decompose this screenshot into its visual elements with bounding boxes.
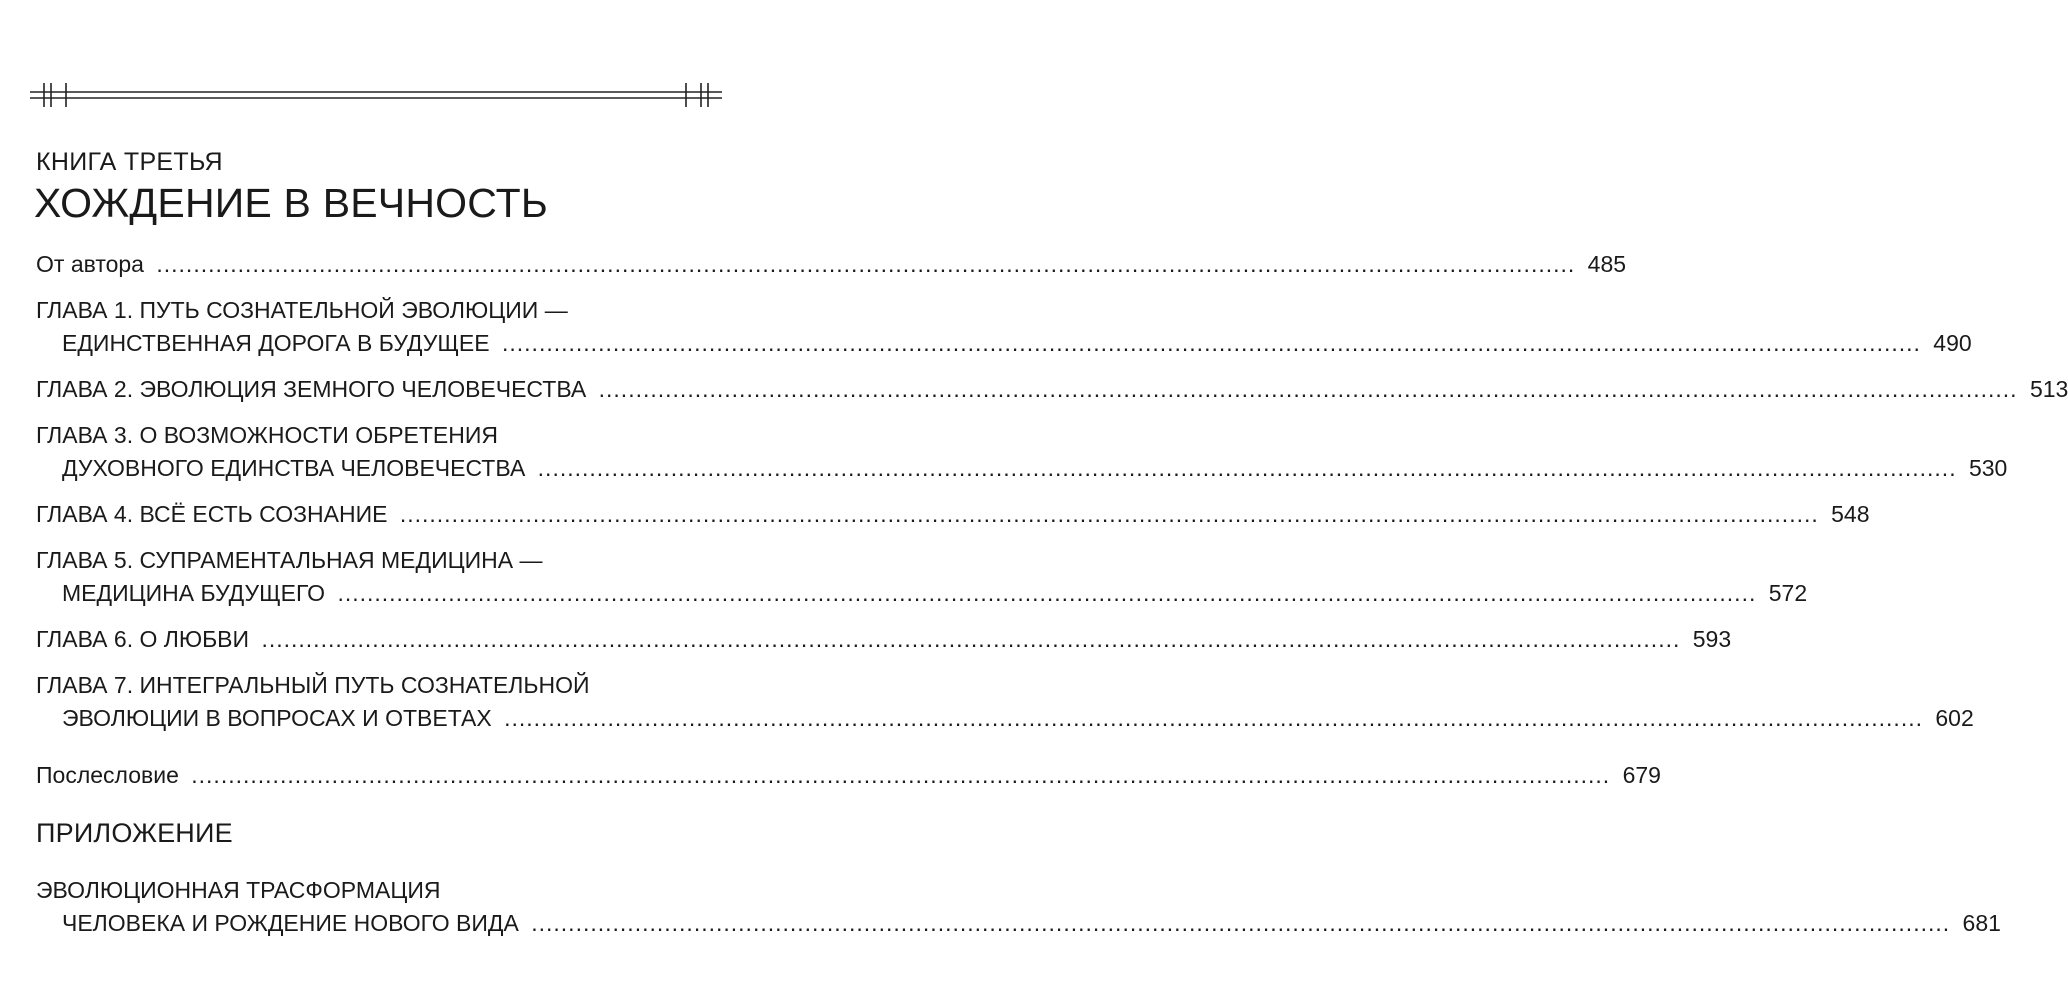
dot-leader (191, 762, 1610, 788)
toc-page-number: 530 (1968, 455, 2008, 481)
appendix-heading: ПРИЛОЖЕНИЕ (36, 818, 233, 848)
dot-leader (502, 330, 1921, 356)
toc-entry-title-cont: ЧЕЛОВЕКА И РОЖДЕНИЕ НОВОГО ВИДА (62, 910, 519, 936)
toc-page-number: 679 (1622, 762, 1661, 788)
toc-entry-title-cont: ДУХОВНОГО ЕДИНСТВА ЧЕЛОВЕЧЕСТВА (62, 455, 526, 481)
toc-entry-title: ГЛАВА 6. О ЛЮБВИ (36, 626, 250, 652)
toc-entry-chapter-6[interactable] (36, 623, 1732, 656)
toc-entry-title: ГЛАВА 7. ИНТЕГРАЛЬНЫЙ ПУТЬ СОЗНАТЕЛЬНОЙ (36, 672, 590, 698)
toc-page-number: 593 (1692, 626, 1732, 652)
toc-entry-appendix[interactable] (36, 874, 2001, 940)
dot-leader (400, 501, 1819, 527)
toc-entry-title: ГЛАВА 3. О ВОЗМОЖНОСТИ ОБРЕТЕНИЯ (36, 422, 499, 448)
book-title: ХОЖДЕНИЕ В ВЕЧНОСТЬ (34, 180, 549, 226)
toc-entry-title: ГЛАВА 5. СУПРАМЕНТАЛЬНАЯ МЕДИЦИНА — (36, 547, 543, 573)
toc-page-number: 485 (1587, 251, 1627, 277)
toc-entry-chapter-7[interactable] (36, 669, 1974, 735)
toc-page-number: 681 (1962, 910, 2001, 936)
toc-entry-chapter-1[interactable] (36, 294, 1972, 360)
toc-entry-chapter-2[interactable] (36, 373, 2068, 406)
toc-entry-chapter-3[interactable] (36, 419, 2008, 485)
toc-entry-title-cont: МЕДИЦИНА БУДУЩЕГО (62, 580, 326, 606)
toc-page-number: 490 (1933, 330, 1972, 356)
table-of-contents (36, 248, 2068, 940)
dot-leader (261, 626, 1680, 652)
toc-page-number: 602 (1935, 705, 1974, 731)
toc-page-number: 513 (2029, 376, 2068, 402)
book-label: КНИГА ТРЕТЬЯ (36, 148, 223, 176)
toc-page-number: 572 (1768, 580, 1808, 606)
dot-leader (504, 705, 1923, 731)
toc-entry-title: Послесловие (36, 762, 179, 788)
toc-entry-title: ГЛАВА 4. ВСЁ ЕСТЬ СОЗНАНИЕ (36, 501, 388, 527)
toc-entry-chapter-5[interactable] (36, 544, 1808, 610)
toc-entry-title: ЭВОЛЮЦИОННАЯ ТРАСФОРМАЦИЯ (36, 877, 441, 903)
toc-entry-title: От автора (36, 251, 144, 277)
toc-entry-title-cont: ЭВОЛЮЦИИ В ВОПРОСАХ И ОТВЕТАХ (62, 705, 492, 731)
header-rule-ornament (30, 80, 722, 110)
toc-entry-title-cont: ЕДИНСТВЕННАЯ ДОРОГА В БУДУЩЕЕ (62, 330, 490, 356)
toc-entry-title: ГЛАВА 1. ПУТЬ СОЗНАТЕЛЬНОЙ ЭВОЛЮЦИИ — (36, 297, 568, 323)
toc-entry-chapter-4[interactable] (36, 498, 1870, 531)
toc-page-number: 548 (1831, 501, 1870, 527)
toc-entry-title: ГЛАВА 2. ЭВОЛЮЦИЯ ЗЕМНОГО ЧЕЛОВЕЧЕСТВА (36, 376, 587, 402)
dot-leader (531, 910, 1950, 936)
toc-entry-afterword[interactable] (36, 759, 1661, 792)
toc-entry-foreword[interactable] (36, 248, 1627, 281)
dot-leader (337, 580, 1756, 606)
dot-leader (538, 455, 1957, 481)
dot-leader (156, 251, 1575, 277)
dot-leader (599, 376, 2018, 402)
